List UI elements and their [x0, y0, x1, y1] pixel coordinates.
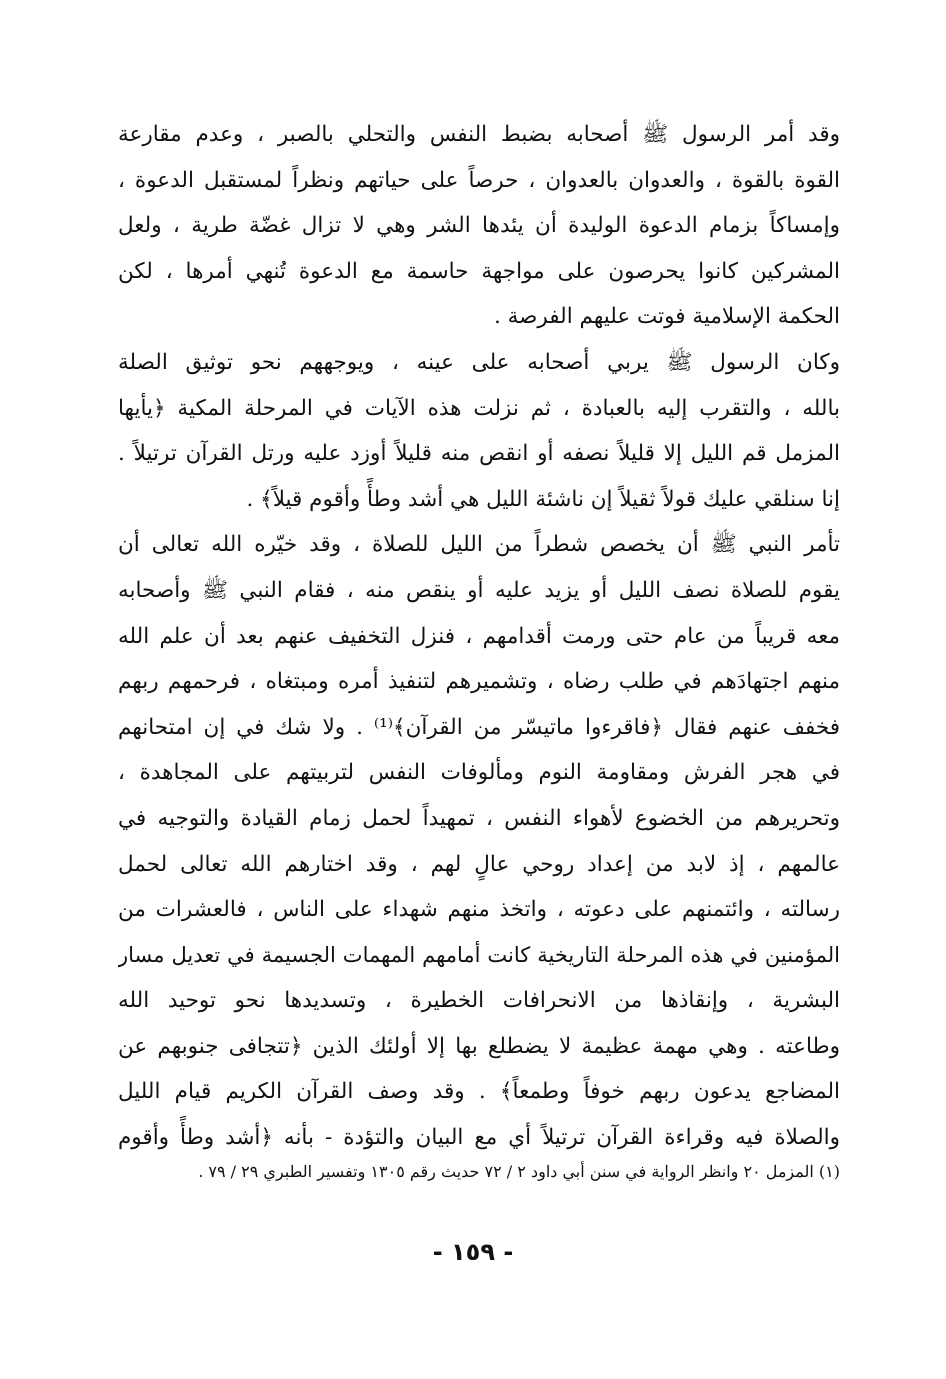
- text-line: المؤمنين في هذه المرحلة التاريخية كانت أمامهم المهمات الجسيمة في تعديل مسار: [118, 942, 840, 967]
- text-line: الحكمة الإسلامية فوتت عليهم الفرصة .: [493, 304, 840, 330]
- text-line: يقوم للصلاة نصف الليل أو يزيد عليه أو ينقص منه ، فقام النبي ﷺ وأصحابه: [118, 577, 840, 603]
- text-line: وقد أمر الرسول ﷺ أصحابه بضبط النفس والتحلي بالصبر ، وعدم مقارعة: [118, 122, 840, 147]
- page-number: - ١٥٩ -: [432, 1238, 514, 1266]
- text-line: المضاجع يدعون ربهم خوفاً وطمعاً﴾ . وقد وصف القرآن الكريم قيام الليل: [118, 1079, 840, 1105]
- body-text: [118, 112, 840, 1161]
- text-line: معه قريباً من عام حتى ورمت أقدامهم ، فنزل التخفيف عنهم بعد أن علم الله: [118, 623, 840, 649]
- text-line: بالله ، والتقرب إليه بالعبادة ، ثم نزلت هذه الآيات في المرحلة المكية ﴿يأيها: [118, 395, 840, 421]
- text-line: وتحريرهم من الخضوع لأهواء النفس ، تمهيداً لحمل زمام القيادة والتوجيه في: [118, 805, 840, 831]
- text-line: منهم اجتهادَهم في طلب رضاه ، وتشميرهم لتنفيذ أمره ومبتغاه ، فرحمهم ربهم: [118, 669, 840, 695]
- text-line: في هجر الفرش ومقاومة النوم ومألوفات النفس لتربيتهم على المجاهدة ،: [118, 760, 840, 786]
- text-line: والصلاة فيه وقراءة القرآن ترتيلاً أي مع البيان والتؤدة - بأنه ﴿أشد وطأً وأقوم: [118, 1125, 840, 1151]
- text-line: المشركين كانوا يحرصون على مواجهة حاسمة مع الدعوة تُنهي أمرها ، لكن: [118, 258, 840, 284]
- text-line: المزمل قم الليل إلا قليلاً نصفه أو انقص منه قليلاً أوزد عليه ورتل القرآن ترتيلاً .: [118, 441, 840, 467]
- text-line: وإمساكاً بزمام الدعوة الوليدة أن يئدها الشر وهي لا تزال غضّة طرية ، ولعل: [118, 213, 840, 239]
- text-line: رسالته ، وائتمنهم على دعوته ، واتخذ منهم شهداء على الناس ، فالعشرات من: [118, 897, 840, 923]
- text-line: تأمر النبي ﷺ أن يخصص شطراً من الليل للصلاة ، وقد خيّره الله تعالى أن: [118, 532, 840, 558]
- text-line: القوة بالقوة ، والعدوان بالعدوان ، حرصاً على حياتهم ونظراً لمستقبل الدعوة ،: [118, 167, 840, 193]
- text-line: عالمهم ، إذ لابد من إعداد روحي عالٍ لهم ، وقد اختارهم الله تعالى لحمل: [118, 851, 840, 877]
- text-line: إنا سنلقي عليك قولاً ثقيلاً إن ناشئة الليل هي أشد وطأً وأقوم قيلاً﴾ .: [246, 486, 840, 512]
- text-line: البشرية ، وإنقاذها من الانحرافات الخطيرة ، وتسديدها نحو توحيد الله: [118, 988, 840, 1014]
- text-line: فخفف عنهم فقال ﴿فاقرءوا ماتيسّر من القرآن﴾⁽¹⁾ . ولا شك في إن امتحانهم: [118, 714, 840, 740]
- text-line: وكان الرسول ﷺ يربي أصحابه على عينه ، ويوجههم نحو توثيق الصلة: [118, 349, 840, 375]
- footnote: (١) المزمل ٢٠ وانظر الرواية في سنن أبي داود ٢ / ٧٢ حديث رقم ١٣٠٥ وتفسير الطبري ٢٩ / ٧٩ .: [198, 1162, 840, 1181]
- text-line: وطاعته . وهي مهمة عظيمة لا يضطلع بها إلا أولئك الذين ﴿تتجافى جنوبهم عن: [118, 1033, 840, 1059]
